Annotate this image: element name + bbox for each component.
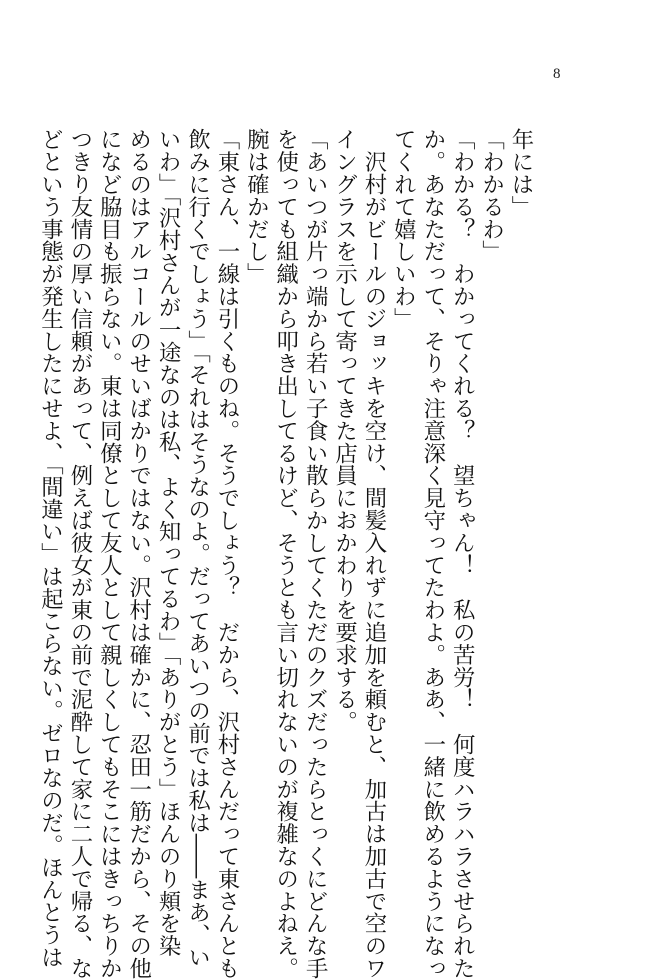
text-line: 年には」	[508, 128, 534, 218]
text-line: 沢村がビールのジョッキを空け、間髪入れずに追加を頼むと、加古は加古で空のワ	[360, 128, 387, 979]
text-line: どという事態が発生したにせよ、「間違い」は起こらない。ゼロなのだ。ほんとうは	[37, 128, 64, 968]
text-line: イングラスを示して寄ってきた店員におかわりを要求する。	[331, 128, 358, 733]
text-line: 「わかる？ わかってくれる？ 望ちゃん！ 私の苦労！ 何度ハラハラさせられた	[449, 128, 476, 979]
text-line: いわ」「沢村さんが一途なのは私、よく知ってるわ」「ありがとう」ほんのり頬を染	[155, 128, 182, 957]
text-line: 飲みに行くでしょう」「それはそうなのよ。だってあいつの前では私は――まあ、い	[184, 128, 211, 968]
page-number: 8	[553, 66, 561, 82]
text-line: てくれて嬉しいわ」	[390, 128, 417, 330]
body-text	[37, 128, 535, 979]
text-line: めるのはアルコールのせいばかりではない。沢村は確かに、忍田一筋だから、その他	[125, 128, 152, 979]
text-line: 「あいつが片っ端から若い子食い散らかしてくただのクズだったらとっくにどんな手	[302, 128, 329, 979]
text-line: つきり友情の厚い信頼があって、例えば彼女が東の前で泥酔して家に二人で帰る、な	[66, 128, 93, 979]
text-line: 「東さん、一線は引くものね。そうでしょう？ だから、沢村さんだって東さんとも	[213, 128, 240, 979]
text-line: 腕は確かだし」	[243, 128, 270, 285]
text-line: 「わかるわ」	[478, 128, 505, 263]
text-line: を使っても組織から叩き出してるけど、そうとも言い切れないのが複雑なのよねえ。	[272, 128, 299, 979]
text-line: か。あなただって、そりゃ注意深く見守ってたわよ。ああ、一緒に飲めるようになっ	[419, 128, 446, 979]
text-line: になど脇目も振らない。東は同僚として友人として親しくしてもそこにはきっちりか	[96, 128, 123, 979]
